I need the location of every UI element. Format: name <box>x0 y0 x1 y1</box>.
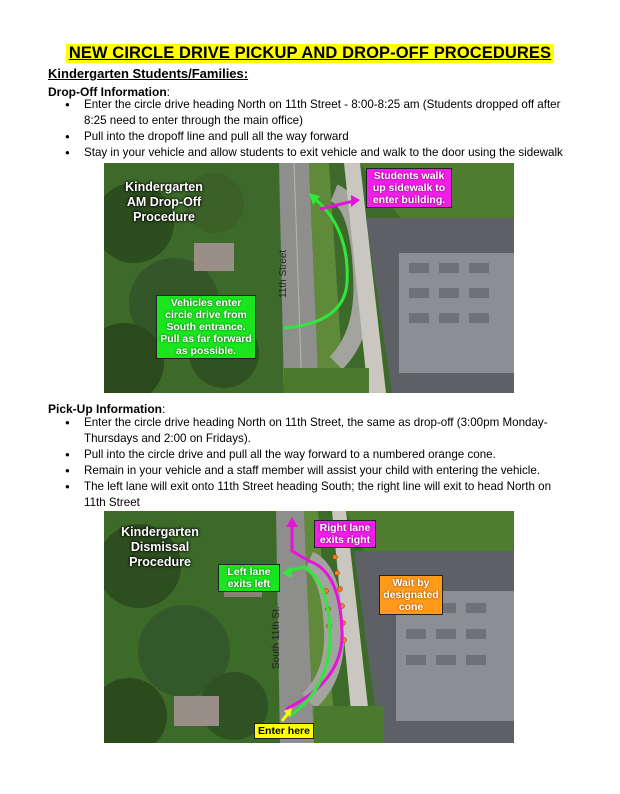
list-item: ● The left lane will exit onto 11th Street heading South; the right line will exit to head North on 11th Street <box>64 479 574 511</box>
pickup-left-lane-callout: Left lane exits left <box>218 564 280 592</box>
pickup-right-lane-callout: Right lane exits right <box>314 520 376 548</box>
page-title-wrap <box>0 44 620 63</box>
pickup-enter-callout: Enter here <box>254 723 314 739</box>
dropoff-image-title: Kindergarten AM Drop-Off Procedure <box>125 180 203 224</box>
dropoff-bullet-list <box>64 97 574 161</box>
pickup-image-title: Kindergarten Dismissal Procedure <box>121 525 199 569</box>
list-item: ● Enter the circle drive heading North on 11th Street - 8:00-8:25 am (Students dropped off after 8:25 need to enter through the main office) <box>64 97 574 129</box>
dropoff-heading-colon: : <box>166 85 170 99</box>
list-item: ● Stay in your vehicle and allow students to exit vehicle and walk to the door using the sidewalk <box>64 145 574 161</box>
pickup-heading-colon: : <box>162 402 166 416</box>
dropoff-student-callout: Students walk up sidewalk to enter building. <box>366 168 452 208</box>
pickup-heading <box>48 402 165 416</box>
pickup-aerial-image <box>104 511 514 743</box>
list-item: ● Pull into the circle drive and pull all the way forward to a numbered orange cone. <box>64 447 574 463</box>
page-title: NEW CIRCLE DRIVE PICKUP AND DROP-OFF PROCEDURES <box>66 44 554 63</box>
list-item: ● Pull into the dropoff line and pull all the way forward <box>64 129 574 145</box>
dropoff-vehicle-callout: Vehicles enter circle drive from South entrance. Pull as far forward as possible. <box>156 295 256 359</box>
pickup-cone-callout: Wait by designated cone <box>379 575 443 615</box>
list-item: ● Remain in your vehicle and a staff member will assist your child with entering the vehicle. <box>64 463 574 479</box>
pickup-heading-text: Pick-Up Information <box>48 402 163 416</box>
audience-heading: Kindergarten Students/Families: <box>48 66 249 81</box>
dropoff-heading-text: Drop-Off Information <box>48 85 167 99</box>
pickup-bullet-list <box>64 415 574 511</box>
list-item: ● Enter the circle drive heading North on 11th Street, the same as drop-off (3:00pm Monday-Thursdays and 2:00 on Fridays). <box>64 415 574 447</box>
dropoff-street-label: 11th Street <box>278 249 289 298</box>
pickup-street-label: South 11th St. <box>271 606 282 669</box>
dropoff-aerial-image <box>104 163 514 393</box>
